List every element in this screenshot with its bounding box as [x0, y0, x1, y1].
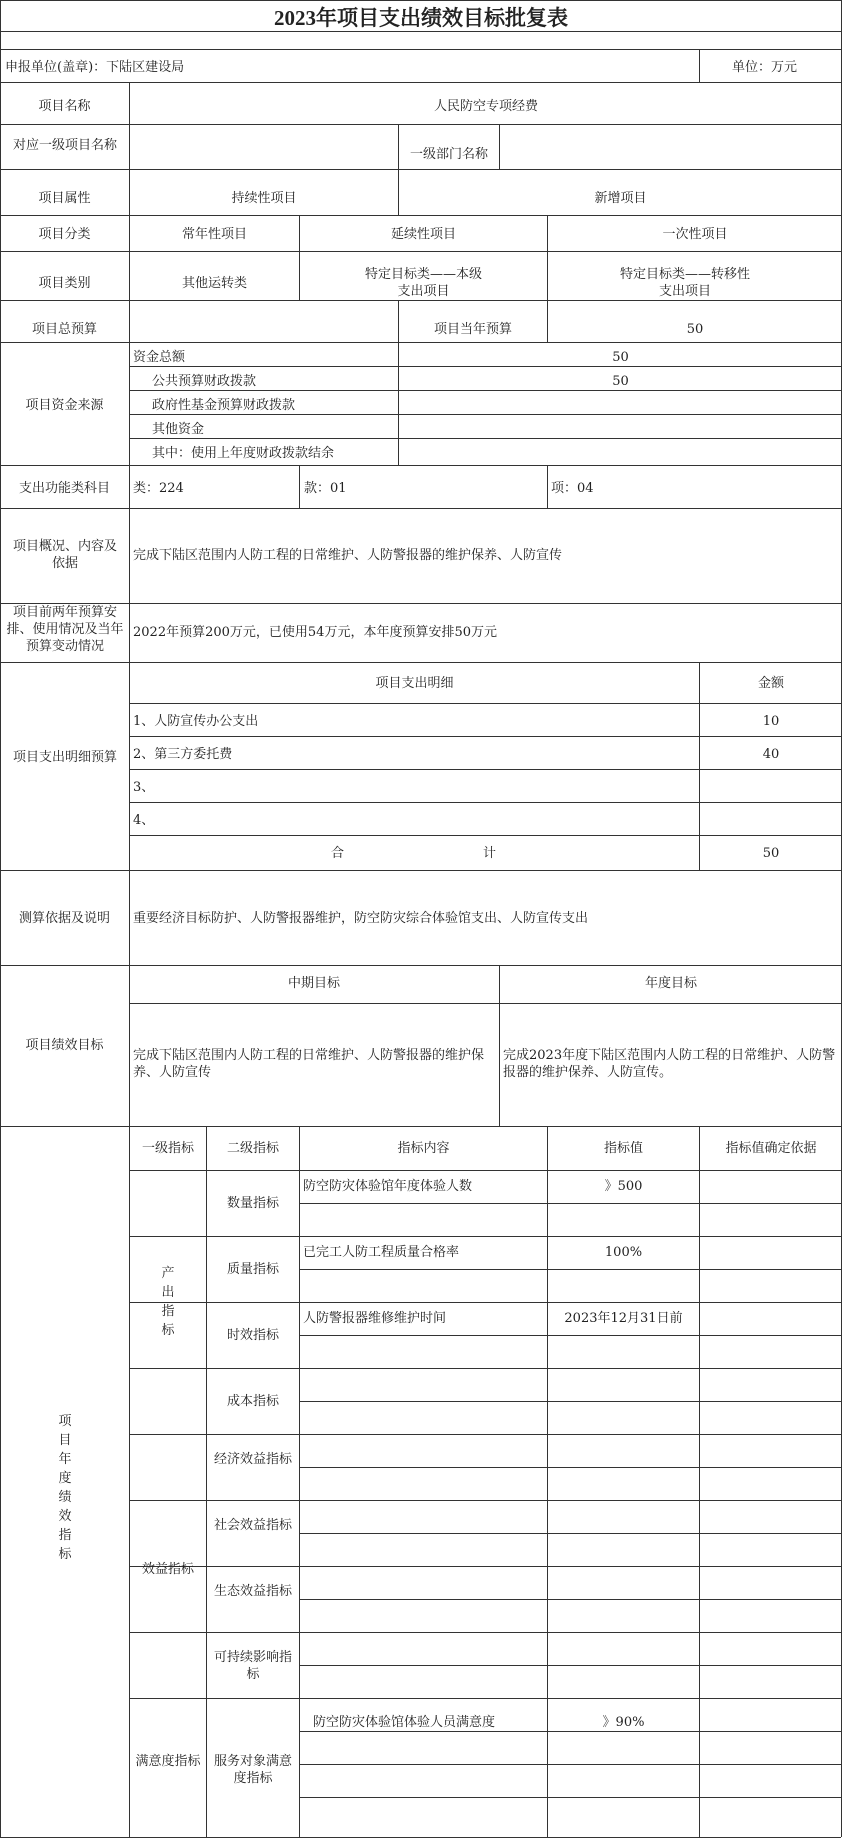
currency-unit: 单位：万元 — [732, 60, 798, 75]
grid-hline — [129, 835, 841, 836]
grid-hline — [129, 438, 841, 439]
detail-row-4-item: 4、 — [133, 813, 155, 828]
grid-hline — [0, 508, 841, 509]
label-attribute: 项目属性 — [38, 191, 91, 206]
fund-public-label: 公共预算财政拨款 — [152, 374, 257, 389]
grid-vline — [699, 1126, 700, 1837]
label-overview: 项目概况、内容及依据 — [12, 539, 117, 571]
level2-service-satisfaction: 服务对象满意度指标 — [213, 1754, 292, 1786]
value-overview: 完成下陆区范围内人防工程的日常维护、人防警报器的维护保养、人防宣传 — [133, 548, 563, 563]
grid-hline — [129, 802, 841, 803]
value-project-name: 人民防空专项经费 — [433, 99, 538, 114]
cat-regular: 常年性项目 — [181, 227, 247, 242]
fund-other-label: 其他资金 — [152, 422, 205, 437]
ind-header-level2: 二级指标 — [226, 1141, 279, 1156]
label-annual-indicators: 项目年度绩效指标 — [58, 1414, 72, 1562]
grid-vline — [299, 465, 300, 508]
level2-sustainable: 可持续影响指标 — [213, 1650, 292, 1682]
grid-hline — [299, 1203, 841, 1204]
grid-hline — [0, 342, 841, 343]
level2-quality: 质量指标 — [226, 1262, 279, 1277]
detail-row-3-item: 3、 — [133, 780, 155, 795]
grid-hline — [299, 1401, 841, 1402]
reporting-unit: 申报单位(盖章)：下陆区建设局 — [5, 60, 185, 75]
type-specific-local: 特定目标类——本级支出项目 — [365, 267, 483, 299]
grid-hline — [0, 169, 841, 170]
label-detail-budget: 项目支出明细预算 — [12, 750, 117, 765]
detail-header-item: 项目支出明细 — [375, 676, 454, 691]
label-fund-source: 项目资金来源 — [25, 398, 104, 413]
fund-gov-label: 政府性基金预算财政拨款 — [152, 398, 296, 413]
grid-hline — [0, 965, 841, 966]
ind-content-4: 防空防灾体验馆体验人员满意度 — [313, 1715, 496, 1730]
detail-total-he: 合 — [331, 846, 345, 861]
value-current-budget: 50 — [686, 322, 704, 337]
detail-row-2-amount: 40 — [762, 747, 780, 762]
level1-output: 产出指标 — [161, 1266, 175, 1338]
ind-value-1: 》500 — [604, 1179, 643, 1194]
grid-hline — [0, 49, 841, 50]
grid-hline — [129, 769, 841, 770]
grid-hline — [129, 1434, 841, 1435]
grid-vline — [299, 1126, 300, 1837]
grid-hline — [299, 1599, 841, 1600]
grid-hline — [129, 1302, 841, 1303]
value-calc-basis: 重要经济目标防护、人防警报器维护，防空防灾综合体验馆支出、人防宣传支出 — [133, 911, 589, 926]
goal-mid-header: 中期目标 — [287, 976, 340, 991]
level1-satisfaction: 满意度指标 — [135, 1754, 201, 1769]
ind-value-3: 2023年12月31日前 — [564, 1311, 683, 1326]
fund-total-value: 50 — [612, 350, 629, 365]
grid-hline — [0, 124, 841, 125]
ind-header-basis: 指标值确定依据 — [725, 1141, 817, 1156]
grid-hline — [0, 215, 841, 216]
grid-vline — [699, 662, 700, 870]
label-total-budget: 项目总预算 — [31, 322, 97, 337]
label-category: 项目分类 — [38, 227, 91, 242]
grid-hline — [129, 1368, 841, 1369]
label-calc-basis: 测算依据及说明 — [18, 911, 110, 926]
label-level1-project: 对应一级项目名称 — [12, 138, 117, 153]
level2-timeliness: 时效指标 — [226, 1328, 279, 1343]
grid-vline — [206, 1126, 207, 1837]
grid-hline — [129, 1236, 841, 1237]
detail-total-ji: 计 — [483, 846, 497, 861]
grid-hline — [299, 1335, 841, 1336]
fund-public-value: 50 — [612, 374, 629, 389]
grid-hline — [299, 1533, 841, 1534]
grid-hline — [0, 662, 841, 663]
ind-content-1: 防空防灾体验馆年度体验人数 — [303, 1179, 473, 1194]
label-perf-goal: 项目绩效目标 — [25, 1038, 104, 1053]
grid-hline — [129, 1003, 841, 1004]
label-level1-dept: 一级部门名称 — [409, 147, 488, 162]
prior-budget-label-cell — [0, 604, 129, 662]
grid-hline — [299, 1467, 841, 1468]
label-project-name: 项目名称 — [38, 99, 91, 114]
level1-benefit: 效益指标 — [141, 1562, 194, 1577]
detail-row-1-amount: 10 — [762, 714, 780, 729]
grid-hline — [129, 736, 841, 737]
grid-hline — [0, 1126, 841, 1127]
grid-hline — [129, 390, 841, 391]
grid-vline — [547, 465, 548, 508]
ind-header-value: 指标值 — [603, 1141, 643, 1156]
grid-hline — [129, 1566, 841, 1567]
type-other: 其他运转类 — [181, 276, 247, 291]
label-func-subject: 支出功能类科目 — [18, 481, 110, 496]
goal-annual-header: 年度目标 — [644, 976, 697, 991]
goal-annual: 完成2023年度下陆区范围内人防工程的日常维护、人防警报器的维护保养、人防宣传。 — [503, 1048, 836, 1080]
grid-vline — [499, 124, 500, 169]
ind-header-level1: 一级指标 — [141, 1141, 194, 1156]
grid-hline — [0, 82, 841, 83]
page-title: 2023年项目支出绩效目标批复表 — [274, 6, 568, 30]
label-current-budget: 项目当年预算 — [433, 322, 512, 337]
func-class: 类：224 — [133, 481, 184, 496]
detail-header-amount: 金额 — [757, 676, 784, 691]
grid-vline — [699, 49, 700, 82]
grid-hline — [299, 1665, 841, 1666]
grid-hline — [129, 1170, 841, 1171]
level2-quantity: 数量指标 — [226, 1196, 279, 1211]
type-specific-transfer: 特定目标类——转移性支出项目 — [620, 267, 751, 299]
grid-hline — [0, 870, 841, 871]
func-kuan: 款：01 — [304, 481, 347, 496]
cat-extended: 延续性项目 — [390, 227, 456, 242]
goal-mid: 完成下陆区范围内人防工程的日常维护、人防警报器的维护保养、人防宣传 — [133, 1048, 485, 1080]
grid-hline — [299, 1797, 841, 1798]
grid-hline — [129, 1500, 841, 1501]
value-prior-budget: 2022年预算200万元，已使用54万元，本年度预算安排50万元 — [133, 625, 497, 640]
ind-value-4: 》90% — [602, 1715, 645, 1730]
level2-cost: 成本指标 — [226, 1394, 279, 1409]
func-xiang: 项：04 — [551, 481, 594, 496]
level2-economic: 经济效益指标 — [213, 1452, 292, 1467]
grid-hline — [129, 1632, 841, 1633]
grid-hline — [129, 414, 841, 415]
cat-onetime: 一次性项目 — [662, 227, 728, 242]
level2-social: 社会效益指标 — [213, 1518, 292, 1533]
grid-hline — [0, 31, 841, 32]
grid-hline — [0, 251, 841, 252]
ind-header-content: 指标内容 — [397, 1141, 450, 1156]
grid-hline — [299, 1731, 841, 1732]
detail-row-2-item: 2、第三方委托费 — [133, 747, 233, 762]
grid-hline — [129, 366, 841, 367]
attr-new: 新增项目 — [594, 191, 647, 206]
ind-content-2: 已完工人防工程质量合格率 — [303, 1245, 460, 1260]
fund-total-label: 资金总额 — [133, 350, 186, 365]
grid-hline — [0, 300, 841, 301]
ind-value-2: 100% — [604, 1245, 643, 1260]
label-type: 项目类别 — [38, 276, 91, 291]
level2-ecological: 生态效益指标 — [213, 1584, 292, 1599]
detail-total-amount: 50 — [762, 846, 780, 861]
label-prior-budget: 项目前两年预算安排、使用情况及当年预算变动情况 — [6, 605, 124, 654]
grid-hline — [0, 0, 841, 1]
grid-hline — [129, 703, 841, 704]
attr-continuous: 持续性项目 — [231, 191, 297, 206]
fund-surplus-label: 其中：使用上年度财政拨款结余 — [152, 446, 335, 461]
ind-content-3: 人防警报器维修维护时间 — [303, 1311, 447, 1326]
grid-hline — [299, 1764, 841, 1765]
grid-hline — [299, 1269, 841, 1270]
grid-hline — [129, 1698, 841, 1699]
grid-hline — [0, 465, 841, 466]
detail-row-1-item: 1、人防宣传办公支出 — [133, 714, 259, 729]
